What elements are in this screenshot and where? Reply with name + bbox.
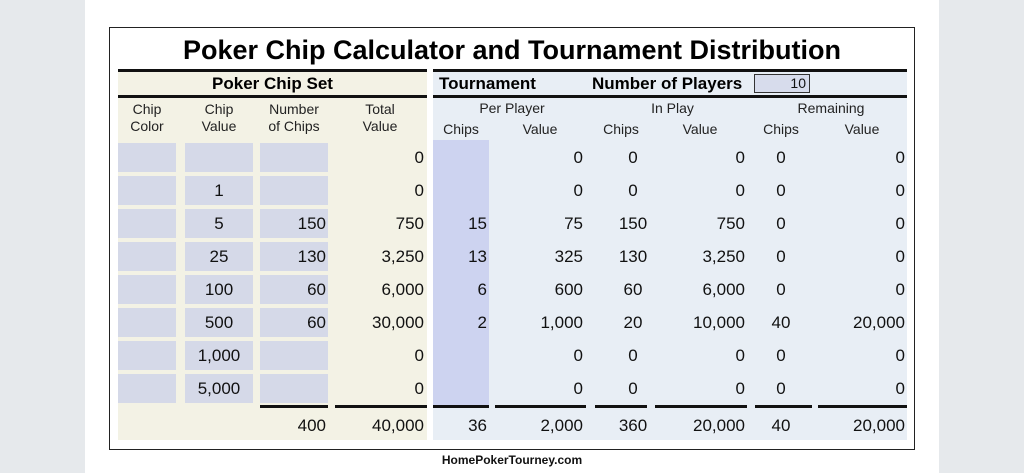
row-2-total-value: 0 (414, 181, 424, 200)
chip-color-input[interactable] (118, 308, 176, 337)
row-6-total-value: 30,000 (372, 313, 424, 332)
row-6-chip-value: 500 (204, 313, 234, 332)
row-1-ip-value: 0 (735, 148, 745, 167)
row-3-ip-value: 750 (716, 214, 745, 233)
row-3-num-chips: 150 (297, 214, 326, 233)
row-4-ip-value: 3,250 (702, 247, 745, 266)
row-3-chip-value: 5 (214, 214, 224, 233)
players-input[interactable]: 10 (754, 74, 810, 93)
ip-value-header: Value (682, 121, 718, 137)
page-title: Poker Chip Calculator and Tournament Distribution (182, 35, 842, 65)
col-per-player: Per Player (479, 100, 545, 116)
row-3-total-value: 750 (395, 214, 424, 233)
row-7-chip-value: 1,000 (197, 346, 241, 365)
row-8-rem-value: 0 (895, 379, 905, 398)
chip-color-input[interactable] (118, 374, 176, 403)
row-8-ip-value: 0 (735, 379, 745, 398)
num-chips-input[interactable] (260, 341, 328, 370)
row-6-rem-value: 20,000 (853, 313, 905, 332)
row-3-pp-value: 75 (564, 214, 583, 233)
chip-color-input[interactable] (118, 341, 176, 370)
footer-site: HomePokerTourney.com (441, 453, 583, 467)
row-7-rem-chips: 0 (776, 346, 786, 365)
row-5-total-value: 6,000 (381, 280, 424, 299)
row-2-chip-value: 1 (214, 181, 224, 200)
row-1-pp-value: 0 (573, 148, 583, 167)
total-value: 40,000 (372, 416, 424, 435)
col-num-chips: Number of Chips (268, 101, 320, 134)
row-6-pp-value: 1,000 (540, 313, 583, 332)
row-6-ip-value: 10,000 (693, 313, 745, 332)
row-8-chip-value: 5,000 (197, 379, 241, 398)
row-2-rem-chips: 0 (776, 181, 786, 200)
col-chip-color: Chip Color (130, 101, 164, 134)
row-5-pp-chips: 6 (477, 280, 487, 299)
row-1-rem-chips: 0 (776, 148, 786, 167)
row-8-rem-chips: 0 (776, 379, 786, 398)
total-ip-value: 20,000 (693, 416, 745, 435)
row-6-ip-chips: 20 (623, 313, 643, 332)
total-pp-chips: 36 (468, 416, 487, 435)
row-3-rem-value: 0 (895, 214, 905, 233)
chip-value-input[interactable] (185, 143, 253, 172)
row-2-pp-value: 0 (573, 181, 583, 200)
total-rem-value: 20,000 (853, 416, 905, 435)
col-total-value: Total Value (362, 101, 398, 134)
row-3-ip-chips: 150 (618, 214, 648, 233)
total-pp-value: 2,000 (540, 416, 583, 435)
row-4-chip-value: 25 (209, 247, 229, 266)
row-6-num-chips: 60 (307, 313, 326, 332)
players-label: Number of Players (592, 74, 743, 93)
row-4-pp-value: 325 (554, 247, 583, 266)
row-4-ip-chips: 130 (618, 247, 648, 266)
row-5-num-chips: 60 (307, 280, 326, 299)
chip-color-input[interactable] (118, 275, 176, 304)
row-3-rem-chips: 0 (776, 214, 786, 233)
total-num-chips: 400 (297, 416, 326, 435)
num-chips-input[interactable] (260, 374, 328, 403)
row-5-ip-value: 6,000 (702, 280, 745, 299)
row-3-pp-chips: 15 (468, 214, 487, 233)
rem-value-header: Value (844, 121, 880, 137)
row-8-pp-value: 0 (573, 379, 583, 398)
pp-chips-header: Chips (443, 121, 479, 137)
total-ip-chips: 360 (618, 416, 648, 435)
chip-color-input[interactable] (118, 176, 176, 205)
row-5-ip-chips: 60 (623, 280, 643, 299)
row-1-rem-value: 0 (895, 148, 905, 167)
row-4-pp-chips: 13 (468, 247, 487, 266)
rem-chips-header: Chips (763, 121, 799, 137)
ip-chips-header: Chips (603, 121, 639, 137)
col-in-play: In Play (651, 100, 694, 116)
per-player-chips-column (433, 140, 489, 406)
row-1-ip-chips: 0 (628, 148, 638, 167)
chip-color-input[interactable] (118, 143, 176, 172)
row-1-total-value: 0 (414, 148, 424, 167)
row-6-rem-chips: 40 (771, 313, 791, 332)
row-2-rem-value: 0 (895, 181, 905, 200)
pp-value-header: Value (522, 121, 558, 137)
chip-color-input[interactable] (118, 242, 176, 271)
row-5-pp-value: 600 (554, 280, 583, 299)
col-remaining: Remaining (797, 100, 865, 116)
row-8-total-value: 0 (414, 379, 424, 398)
col-chip-value: Chip Value (201, 101, 237, 134)
num-chips-input[interactable] (260, 176, 328, 205)
tournament-header: Tournament (439, 74, 536, 93)
row-5-chip-value: 100 (204, 280, 234, 299)
chip-set-header: Poker Chip Set (212, 74, 333, 93)
row-4-rem-chips: 0 (776, 247, 786, 266)
total-rem-chips: 40 (771, 416, 791, 435)
row-2-ip-value: 0 (735, 181, 745, 200)
row-6-pp-chips: 2 (477, 313, 487, 332)
row-7-ip-chips: 0 (628, 346, 638, 365)
row-4-total-value: 3,250 (381, 247, 424, 266)
row-7-total-value: 0 (414, 346, 424, 365)
row-2-ip-chips: 0 (628, 181, 638, 200)
row-8-ip-chips: 0 (628, 379, 638, 398)
row-5-rem-chips: 0 (776, 280, 786, 299)
row-7-rem-value: 0 (895, 346, 905, 365)
row-7-ip-value: 0 (735, 346, 745, 365)
num-chips-input[interactable] (260, 143, 328, 172)
row-4-rem-value: 0 (895, 247, 905, 266)
row-4-num-chips: 130 (297, 247, 326, 266)
chip-color-input[interactable] (118, 209, 176, 238)
row-5-rem-value: 0 (895, 280, 905, 299)
row-7-pp-value: 0 (573, 346, 583, 365)
